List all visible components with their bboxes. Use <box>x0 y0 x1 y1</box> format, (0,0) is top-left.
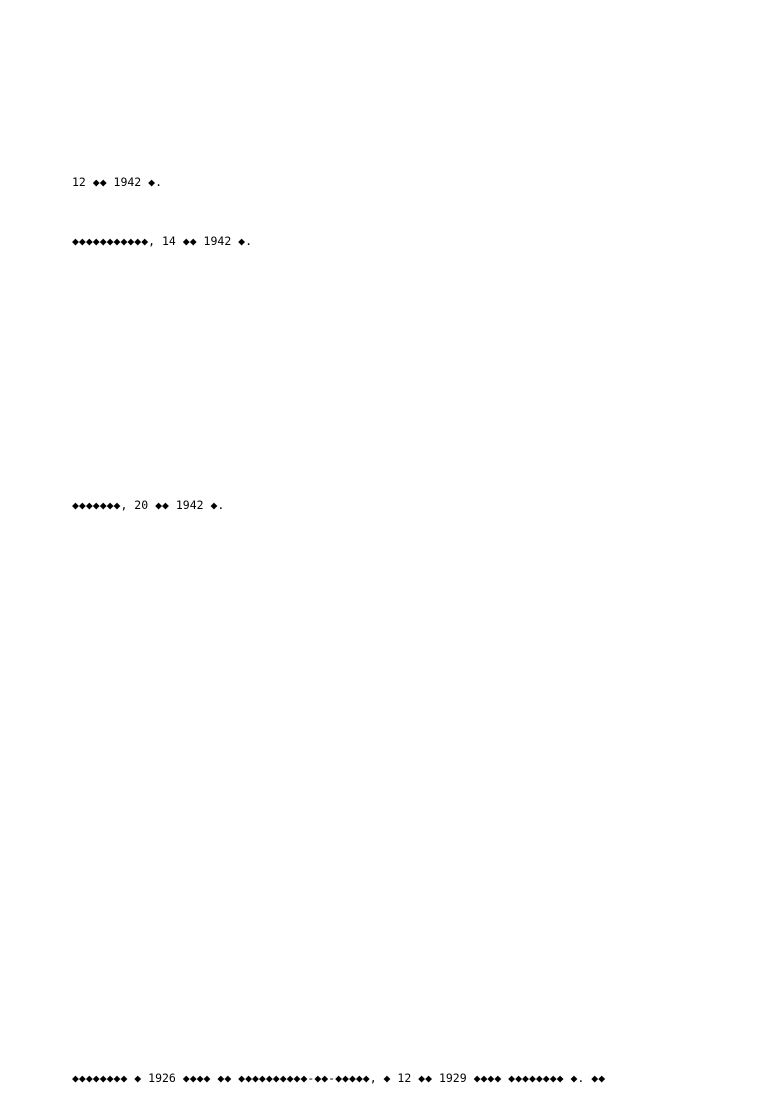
entry-text-line <box>72 821 702 836</box>
entry-text-line <box>72 292 702 307</box>
entry-text-line <box>72 924 702 939</box>
entry-text-line <box>72 865 702 880</box>
entry-text-line <box>72 983 702 998</box>
entry-text-line <box>72 777 702 792</box>
entry-text-line <box>72 762 702 777</box>
entry-text-line <box>72 1041 702 1056</box>
entry-text-line <box>72 204 702 219</box>
entry-text-line <box>72 615 702 630</box>
entry-text-line <box>72 454 702 469</box>
entry-text-line <box>72 469 702 484</box>
entry-text-line <box>72 645 702 660</box>
diary-entry <box>72 175 702 219</box>
entry-date: 12 ◆◆ 1942 ◆. <box>72 174 163 189</box>
entry-text-line <box>72 1056 702 1071</box>
entry-text-line <box>72 674 702 689</box>
spacer <box>72 160 702 175</box>
entry-text-line <box>72 850 702 865</box>
entry-text-line <box>72 322 702 337</box>
document-page <box>72 72 702 1100</box>
header-line-1 <box>72 72 702 87</box>
entry-text-line <box>72 248 702 263</box>
diary-entry <box>72 498 702 1086</box>
entry-text-line <box>72 586 702 601</box>
entry-text-line <box>72 689 702 704</box>
entry-text-line <box>72 953 702 968</box>
entry-text-line <box>72 263 702 278</box>
entry-text-line <box>72 513 702 528</box>
entry-text-line: ◆◆◆◆◆◆◆◆ ◆ 1926 ◆◆◆◆ ◆◆ ◆◆◆◆◆◆◆◆◆◆-◆◆-◆◆◆◆◆, ◆ 12 ◆◆ 1929 ◆◆◆◆ ◆◆◆◆◆◆◆◆ ◆. ◆◆ <box>72 1070 606 1085</box>
entry-text-line <box>72 351 702 366</box>
entry-text-line <box>72 733 702 748</box>
entry-text-line <box>72 395 702 410</box>
diary-entry <box>72 234 702 484</box>
entry-text-line <box>72 792 702 807</box>
entry-text-line <box>72 704 702 719</box>
entry-text-line <box>72 630 702 645</box>
entry-text-line <box>72 336 702 351</box>
entry-text-line <box>72 909 702 924</box>
entry-text-line <box>72 806 702 821</box>
entry-text-line <box>72 307 702 322</box>
section-title <box>72 145 702 160</box>
entry-text-line <box>72 542 702 557</box>
entry-text-line <box>72 659 702 674</box>
entry-text-line <box>72 894 702 909</box>
entry-text-line <box>72 571 702 586</box>
entry-text-line <box>72 527 702 542</box>
entry-text-line <box>72 439 702 454</box>
entry-text-line <box>72 748 702 763</box>
entry-text-line <box>72 366 702 381</box>
entry-text-line <box>72 968 702 983</box>
entry-text-line <box>72 189 702 204</box>
entry-text-line <box>72 424 702 439</box>
entry-text-line <box>72 380 702 395</box>
header-line-2 <box>72 87 702 102</box>
entry-text-line <box>72 601 702 616</box>
entry-text-line <box>72 939 702 954</box>
entry-text-line <box>72 557 702 572</box>
entry-text-line <box>72 880 702 895</box>
entry-text-line <box>72 1012 702 1027</box>
entry-date: ◆◆◆◆◆◆◆, 20 ◆◆ 1942 ◆. <box>72 497 225 512</box>
entry-date: ◆◆◆◆◆◆◆◆◆◆◆, 14 ◆◆ 1942 ◆. <box>72 233 253 248</box>
entry-text-line <box>72 836 702 851</box>
document-header <box>72 72 702 101</box>
entry-text-line <box>72 410 702 425</box>
entry-text-line <box>72 718 702 733</box>
entry-text-line <box>72 1027 702 1042</box>
diary-entries <box>72 175 702 1086</box>
entry-text-line <box>72 278 702 293</box>
entry-text-line <box>72 997 702 1012</box>
